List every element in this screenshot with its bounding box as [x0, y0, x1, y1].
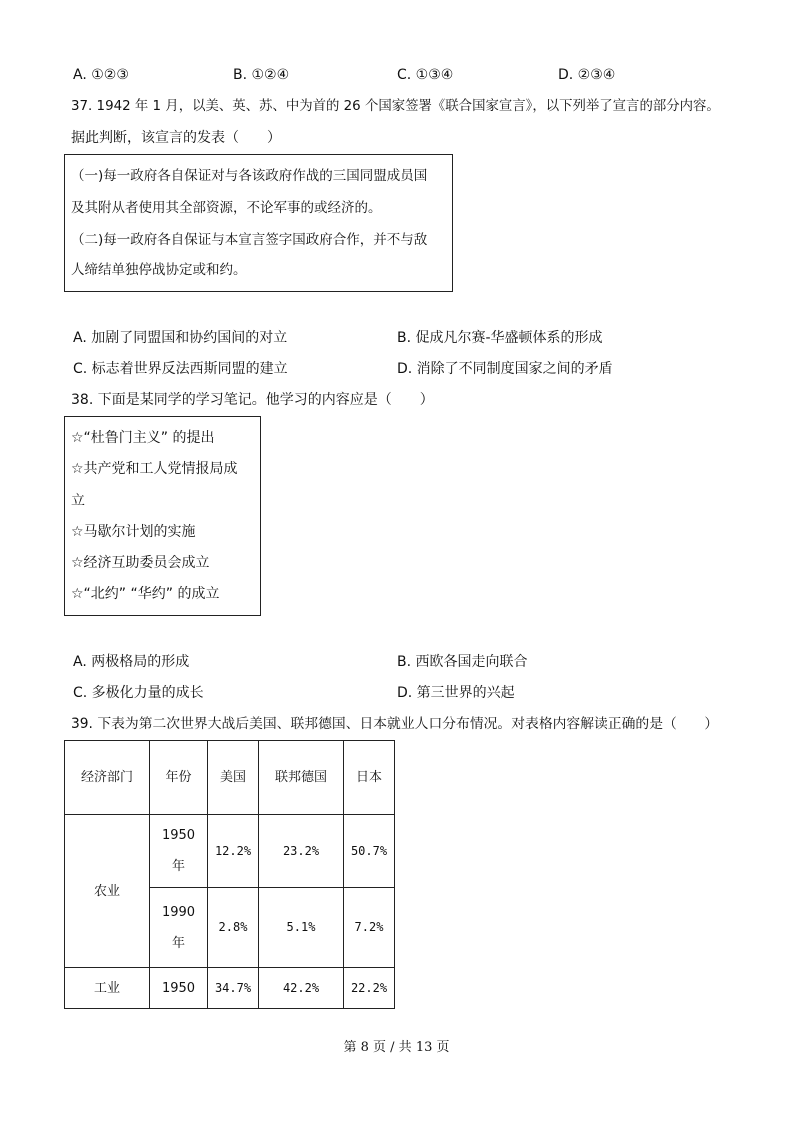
- employment-table: [64, 740, 395, 1009]
- note-item: ☆共产党和工人党情报局成: [71, 461, 238, 477]
- sector-cell: 农业: [65, 815, 150, 968]
- year-cell: 1950: [150, 968, 208, 1009]
- q38-stem: 38. 下面是某同学的学习笔记。他学习的内容应是（ ）: [71, 392, 434, 408]
- year-cell: 1990年: [150, 888, 208, 968]
- value-cell: 12.2%: [208, 815, 259, 888]
- quote-line: （二)每一政府各自保证与本宣言签字国政府合作，并不与敌: [71, 232, 428, 248]
- value-cell: 5.1%: [259, 888, 344, 968]
- q37-stem: 37. 1942 年 1 月，以美、英、苏、中为首的 26 个国家签署《联合国家宣言》，以下列举了宣言的部分内容。: [71, 99, 720, 114]
- note-item: ☆“北约” “华约” 的成立: [71, 586, 220, 602]
- header-cell: 联邦德国: [259, 741, 344, 815]
- note-item: ☆“杜鲁门主义” 的提出: [71, 430, 215, 446]
- page-footer: 第 8 页 / 共 13 页: [343, 1040, 450, 1055]
- note-item: 立: [71, 493, 85, 509]
- value-cell: 22.2%: [344, 968, 395, 1009]
- value-cell: 23.2%: [259, 815, 344, 888]
- value-cell: 34.7%: [208, 968, 259, 1009]
- table-row: [65, 815, 395, 888]
- q38-notes-box: [64, 416, 261, 616]
- q38-option-b: B. 西欧各国走向联合: [397, 654, 528, 670]
- q37-option-b: B. 促成凡尔赛-华盛顿体系的形成: [397, 330, 603, 346]
- note-item: ☆经济互助委员会成立: [71, 555, 210, 571]
- q37-option-c: C. 标志着世界反法西斯同盟的建立: [73, 361, 288, 377]
- q36-option-b: B. ①②④: [233, 67, 290, 83]
- value-cell: 42.2%: [259, 968, 344, 1009]
- q36-option-c: C. ①③④: [397, 67, 454, 83]
- note-item: ☆马歇尔计划的实施: [71, 524, 196, 540]
- header-cell: 日本: [344, 741, 395, 815]
- q36-option-a: A. ①②③: [73, 67, 129, 83]
- year-cell: 1950年: [150, 815, 208, 888]
- value-cell: 7.2%: [344, 888, 395, 968]
- sector-cell: 工业: [65, 968, 150, 1009]
- header-cell: 经济部门: [65, 741, 150, 815]
- value-cell: 50.7%: [344, 815, 395, 888]
- q38-option-a: A. 两极格局的形成: [73, 654, 190, 670]
- q38-option-d: D. 第三世界的兴起: [397, 685, 515, 701]
- header-cell: 年份: [150, 741, 208, 815]
- q36-option-d: D. ②③④: [558, 67, 616, 83]
- quote-line: （一)每一政府各自保证对与各该政府作战的三国同盟成员国: [71, 168, 428, 184]
- quote-line: 人缔结单独停战协定或和约。: [71, 262, 247, 278]
- q37-option-a: A. 加剧了同盟国和协约国间的对立: [73, 330, 288, 346]
- header-cell: 美国: [208, 741, 259, 815]
- q37-option-d: D. 消除了不同制度国家之间的矛盾: [397, 361, 613, 377]
- q37-quote-box: [64, 154, 453, 292]
- q39-stem: 39. 下表为第二次世界大战后美国、联邦德国、日本就业人口分布情况。对表格内容解读正确的是（ ）: [71, 716, 719, 732]
- table-row: [65, 968, 395, 1009]
- quote-line: 及其附从者使用其全部资源，不论军事的或经济的。: [71, 200, 382, 216]
- value-cell: 2.8%: [208, 888, 259, 968]
- q37-stem-2: 据此判断，该宣言的发表（ ）: [71, 130, 281, 146]
- q38-option-c: C. 多极化力量的成长: [73, 685, 204, 701]
- table-header-row: [65, 741, 395, 815]
